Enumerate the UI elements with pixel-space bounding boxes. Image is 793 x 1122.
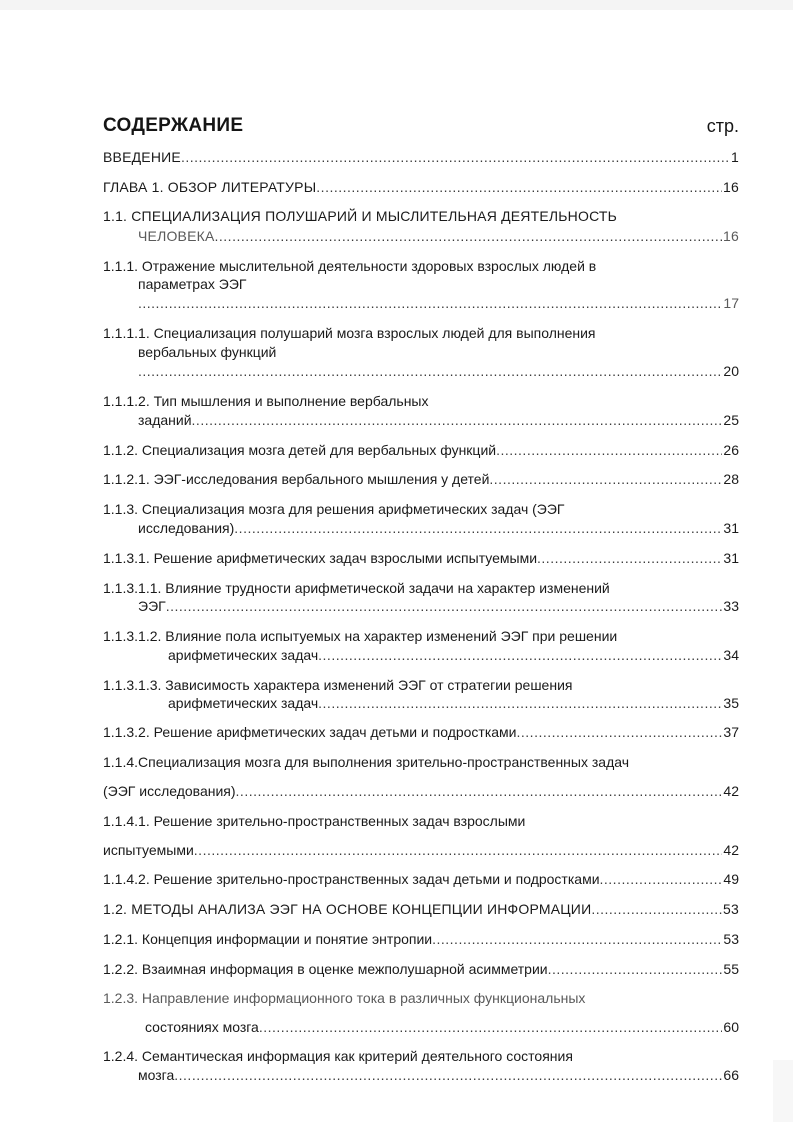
dot-leader: [496, 441, 722, 459]
toc-entry-text-line1: 1.1.3.1.2. Влияние пола испытуемых на характер изменений ЭЭГ при решении: [103, 628, 618, 644]
toc-entry-text-line2: мозга: [138, 1067, 175, 1083]
toc-page-number: 20: [723, 363, 739, 379]
toc-entry-text-line1: 1.1.1.2. Тип мышления и выполнение вербальных: [103, 393, 429, 409]
toc-entry-text: 1.1.4.2. Решение зрительно-пространственных задач детьми и подростками: [103, 871, 600, 887]
toc-entry-text: 1.1.3.2. Решение арифметических задач детьми и подростками: [103, 724, 517, 740]
toc-entry-text-line1: 1.1.3.1.1. Влияние трудности арифметической задачи на характер изменений: [103, 580, 610, 596]
dot-leader: [489, 470, 722, 488]
toc-entry-text-line2: ЭЭГ: [138, 598, 166, 614]
dot-leader: [194, 841, 723, 859]
toc-page-number: 42: [723, 783, 739, 799]
toc-page-number: 60: [723, 1019, 739, 1035]
toc-entry-text-line1: 1.1.4.1. Решение зрительно-пространственных задач взрослыми: [103, 813, 526, 829]
toc-page-number: 53: [723, 901, 739, 917]
toc-page-number: 25: [723, 412, 739, 428]
toc-page-number: 66: [723, 1067, 739, 1083]
toc-page-number: 31: [723, 520, 739, 536]
toc-entry-text-line1: 1.1. СПЕЦИАЛИЗАЦИЯ ПОЛУШАРИЙ И МЫСЛИТЕЛЬНАЯ ДЕЯТЕЛЬНОСТЬ: [103, 208, 618, 224]
toc-page-number: 17: [723, 295, 739, 311]
toc-page-number: 34: [723, 647, 739, 663]
dot-leader: [215, 227, 723, 245]
toc-entry-text-line2: вербальных функций: [138, 344, 277, 360]
toc-entry-text-line1: 1.1.1.1. Специализация полушарий мозга взрослых людей для выполнения: [103, 325, 596, 341]
dot-leader: [318, 694, 722, 712]
toc-page-number: 53: [723, 931, 739, 947]
toc-entry-text-line1: 1.2.3. Направление информационного тока в различных функциональных: [103, 990, 586, 1006]
dot-leader: [432, 930, 722, 948]
dot-leader: [517, 723, 723, 741]
dot-leader: [591, 900, 722, 918]
toc-entry-text-line2: испытуемыми: [103, 842, 194, 858]
toc-entry-text: 1.2. МЕТОДЫ АНАЛИЗА ЭЭГ НА ОСНОВЕ КОНЦЕПЦИИ ИНФОРМАЦИИ: [103, 901, 592, 917]
toc-entry-text: 1.2.1. Концепция информации и понятие энтропии: [103, 931, 433, 947]
toc-entry-text: ГЛАВА 1. ОБЗОР ЛИТЕРАТУРЫ: [103, 179, 317, 195]
dot-leader: [259, 1018, 723, 1036]
dot-leader: [600, 870, 723, 888]
toc-page-number: 35: [723, 695, 739, 711]
dot-leader: [318, 646, 722, 664]
dot-leader: [138, 362, 722, 380]
toc-entry-text-line2: ЧЕЛОВЕКА: [138, 228, 215, 244]
toc-entry-text-line2: арифметических задач: [168, 695, 319, 711]
toc-entry-text-line1: 1.1.3.1.3. Зависимость характера изменений ЭЭГ от стратегии решения: [103, 677, 573, 693]
toc-entry-text-line2: арифметических задач: [168, 647, 319, 663]
toc-entry-text-line1: 1.1.3. Специализация мозга для решения арифметических задач (ЭЭГ: [103, 501, 565, 517]
toc-page-number: 16: [723, 179, 739, 195]
dot-leader: [181, 148, 730, 166]
dot-leader: [166, 597, 723, 615]
toc-entry-text: 1.1.2. Специализация мозга детей для вербальных функций: [103, 442, 497, 458]
dot-leader: [316, 178, 722, 196]
dot-leader: [234, 519, 722, 537]
toc-entry-text-line2: (ЭЭГ исследования): [103, 783, 236, 799]
toc-page-number: 31: [723, 550, 739, 566]
toc-entry-text-line1: 1.1.1. Отражение мыслительной деятельности здоровых взрослых людей в: [103, 258, 597, 274]
toc-entry-text: ВВЕДЕНИЕ: [103, 149, 181, 165]
dot-leader: [192, 411, 723, 429]
dot-leader: [138, 294, 722, 312]
toc-entry-text: 1.2.2. Взаимная информация в оценке межполушарной асимметрии: [103, 961, 548, 977]
toc-entry-text-line2: состояниях мозга: [145, 1019, 259, 1035]
toc-page-number: 1: [731, 149, 739, 165]
toc-page-number: 55: [723, 961, 739, 977]
toc-entry-text-line1: 1.1.4.Специализация мозга для выполнения зрительно-пространственных задач: [103, 754, 630, 770]
toc-entry-text-line2: параметрах ЭЭГ: [138, 276, 247, 292]
dot-leader: [236, 782, 723, 800]
toc-title: СОДЕРЖАНИЕ: [103, 115, 244, 136]
toc-page-number: 28: [723, 471, 739, 487]
toc-page-number: 49: [723, 871, 739, 887]
toc-page-number: 33: [723, 598, 739, 614]
toc-page-number: 42: [723, 842, 739, 858]
dot-leader: [548, 960, 723, 978]
toc-entry-text-line1: 1.2.4. Семантическая информация как критерий деятельного состояния: [103, 1048, 573, 1064]
toc-page-number: 16: [723, 228, 739, 244]
toc-entry-text: 1.1.2.1. ЭЭГ-исследования вербального мышления у детей: [103, 471, 490, 487]
toc-entry-text-line2: исследования): [138, 520, 235, 536]
toc-entry-text: 1.1.3.1. Решение арифметических задач взрослыми испытуемыми: [103, 550, 538, 566]
toc-page-number: 37: [723, 724, 739, 740]
toc-page-number: 26: [723, 442, 739, 458]
dot-leader: [174, 1066, 722, 1084]
page-column-label: стр.: [706, 116, 739, 136]
toc-entry-text-line2: заданий: [138, 412, 192, 428]
dot-leader: [537, 549, 722, 567]
